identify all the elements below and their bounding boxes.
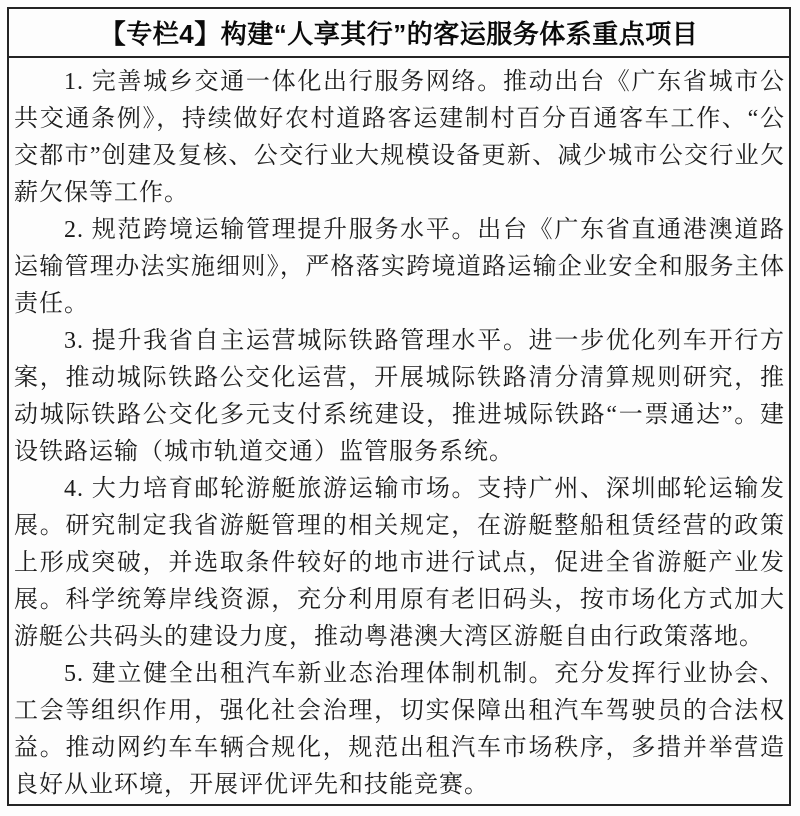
box-body bbox=[9, 58, 789, 804]
paragraph-item-1: 1. 完善城乡交通一体化出行服务网络。推动出台《广东省城市公共交通条例》，持续做好农村道路客运建制村百分百通客车工作、“公交都市”创建及复核、公交行业大规模设备更新、减少城市公交行业欠薪欠保等工作。 bbox=[14, 69, 785, 206]
column-feature-box bbox=[7, 7, 791, 806]
paragraph-item-5: 5. 建立健全出租汽车新业态治理体制机制。充分发挥行业协会、工会等组织作用，强化社会治理，切实保障出租汽车驾驶员的合法权益。推动网约车车辆合规化，规范出租汽车市场秩序，多措并举营造良好从业环境，开展评优评先和技能竞赛。 bbox=[14, 661, 785, 798]
paragraph-item-3: 3. 提升我省自主运营城际铁路管理水平。进一步优化列车开行方案，推动城际铁路公交化运营，开展城际铁路清分清算规则研究，推动城际铁路公交化多元支付系统建设，推进城际铁路“一票通达”。建设铁路运输（城市轨道交通）监管服务系统。 bbox=[14, 328, 785, 465]
paragraph-item-2: 2. 规范跨境运输管理提升服务水平。出台《广东省直通港澳道路运输管理办法实施细则》，严格落实跨境道路运输企业安全和服务主体责任。 bbox=[14, 217, 785, 317]
box-title: 【专栏4】构建“人享其行”的客运服务体系重点项目 bbox=[9, 9, 789, 58]
paragraph-item-4: 4. 大力培育邮轮游艇旅游运输市场。支持广州、深圳邮轮运输发展。研究制定我省游艇管理的相关规定，在游艇整船租赁经营的政策上形成突破，并选取条件较好的地市进行试点，促进全省游艇产业发展。科学统筹岸线资源，充分利用原有老旧码头，按市场化方式加大游艇公共码头的建设力度，推动粤港澳大湾区游艇自由行政策落地。 bbox=[14, 476, 785, 650]
